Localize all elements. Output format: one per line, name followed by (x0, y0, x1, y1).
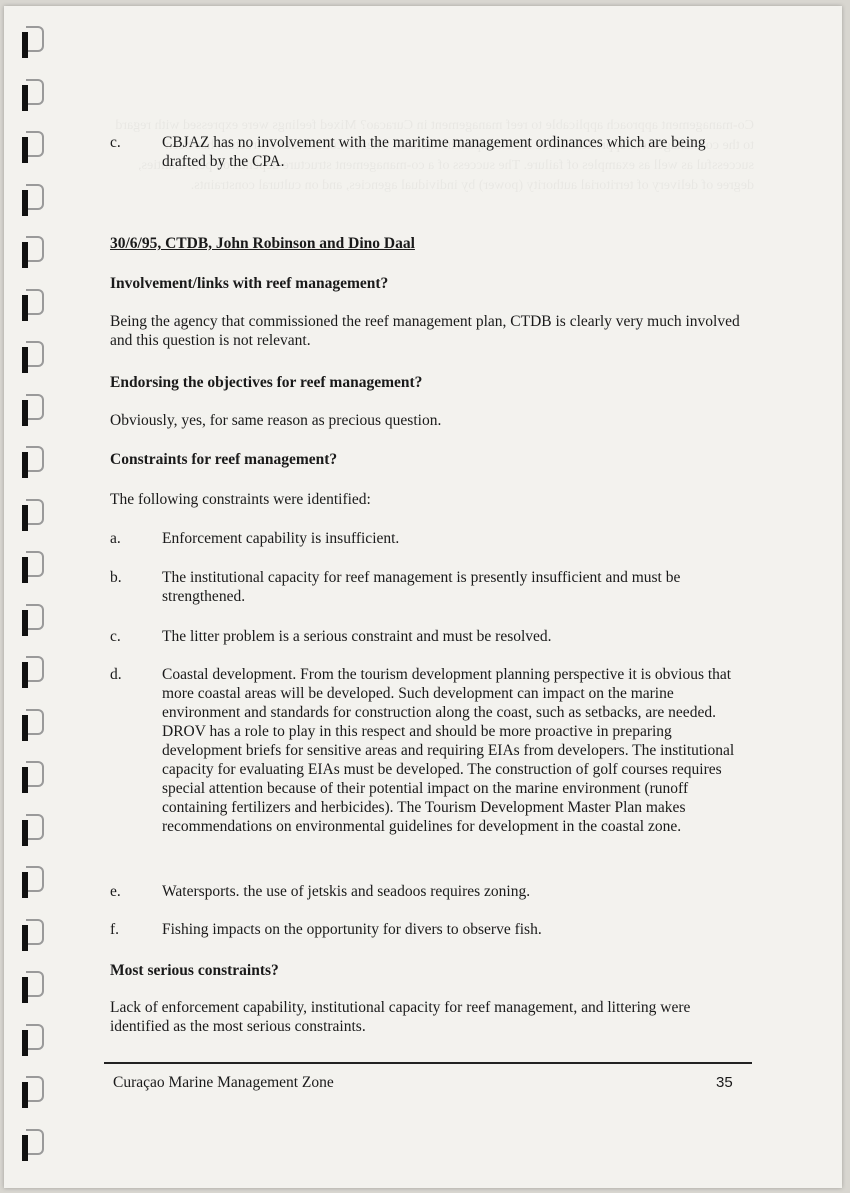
list-text: CBJAZ has no involvement with the maritime management ordinances which are being drafted by the CPA. (162, 134, 706, 170)
binding-ring (20, 236, 44, 270)
binding-ring (20, 866, 44, 900)
list-marker: c. (110, 628, 121, 645)
list-marker: d. (110, 666, 122, 683)
involvement-heading: Involvement/links with reef management? (110, 275, 389, 292)
footer-rule (104, 1062, 752, 1064)
binding-ring (20, 709, 44, 743)
binding-ring (20, 26, 44, 60)
binding-ring (20, 131, 44, 165)
involvement-text: Being the agency that commissioned the reef management plan, CTDB is clearly very much involved and this question is not relevant. (110, 313, 740, 349)
footer-title: Curaçao Marine Management Zone (113, 1074, 334, 1091)
binding-ring (20, 1024, 44, 1058)
binding-ring (20, 971, 44, 1005)
binding-ring (20, 551, 44, 585)
list-text: The institutional capacity for reef management is presently insufficient and must be strengthened. (162, 569, 681, 605)
binding-ring (20, 604, 44, 638)
list-text: Watersports. the use of jetskis and seadoos requires zoning. (162, 883, 531, 900)
list-text: The litter problem is a serious constraint and must be resolved. (162, 628, 552, 645)
serious-text: Lack of enforcement capability, institutional capacity for reef management, and littering were identified as the most serious constraints. (110, 999, 691, 1035)
binding-ring (20, 1129, 44, 1163)
list-marker: a. (110, 530, 121, 547)
binding-ring (20, 341, 44, 375)
binding-ring (20, 499, 44, 533)
list-marker: f. (110, 921, 120, 938)
endorsing-text: Obviously, yes, for same reason as precious question. (110, 412, 442, 429)
serious-heading: Most serious constraints? (110, 962, 279, 979)
list-text: Fishing impacts on the opportunity for divers to observe fish. (162, 921, 542, 938)
binding-ring (20, 814, 44, 848)
constraints-heading: Constraints for reef management? (110, 451, 338, 468)
endorsing-heading: Endorsing the objectives for reef management? (110, 374, 423, 391)
page-number: 35 (716, 1074, 733, 1091)
spiral-binding (20, 26, 50, 1186)
binding-ring (20, 289, 44, 323)
document-page (4, 6, 842, 1188)
constraints-intro: The following constraints were identified: (110, 491, 371, 508)
binding-ring (20, 761, 44, 795)
binding-ring (20, 446, 44, 480)
list-marker: b. (110, 569, 122, 586)
list-text: Enforcement capability is insufficient. (162, 530, 400, 547)
binding-ring (20, 656, 44, 690)
list-marker: e. (110, 883, 121, 900)
binding-ring (20, 919, 44, 953)
binding-ring (20, 79, 44, 113)
list-text: Coastal development. From the tourism development planning perspective it is obvious that more coastal areas will be developed. Such development can impact on the marine environment and standards for construction along the coast, such as setbacks, are needed. DROV has a role to play in this respect and should be more proactive in preparing development briefs for sensitive areas and requiring EIAs from developers. The institutional capacity for evaluating EIAs must be developed. The construction of golf courses requires special attention because of their potential impact on the marine environment (runoff containing fertilizers and herbicides). The Tourism Development Master Plan makes recommendations on environmental guidelines for development in the coastal zone. (162, 666, 735, 835)
section-title: 30/6/95, CTDB, John Robinson and Dino Daal (110, 235, 415, 252)
list-marker: c. (110, 134, 121, 151)
binding-ring (20, 184, 44, 218)
binding-ring (20, 1076, 44, 1110)
binding-ring (20, 394, 44, 428)
